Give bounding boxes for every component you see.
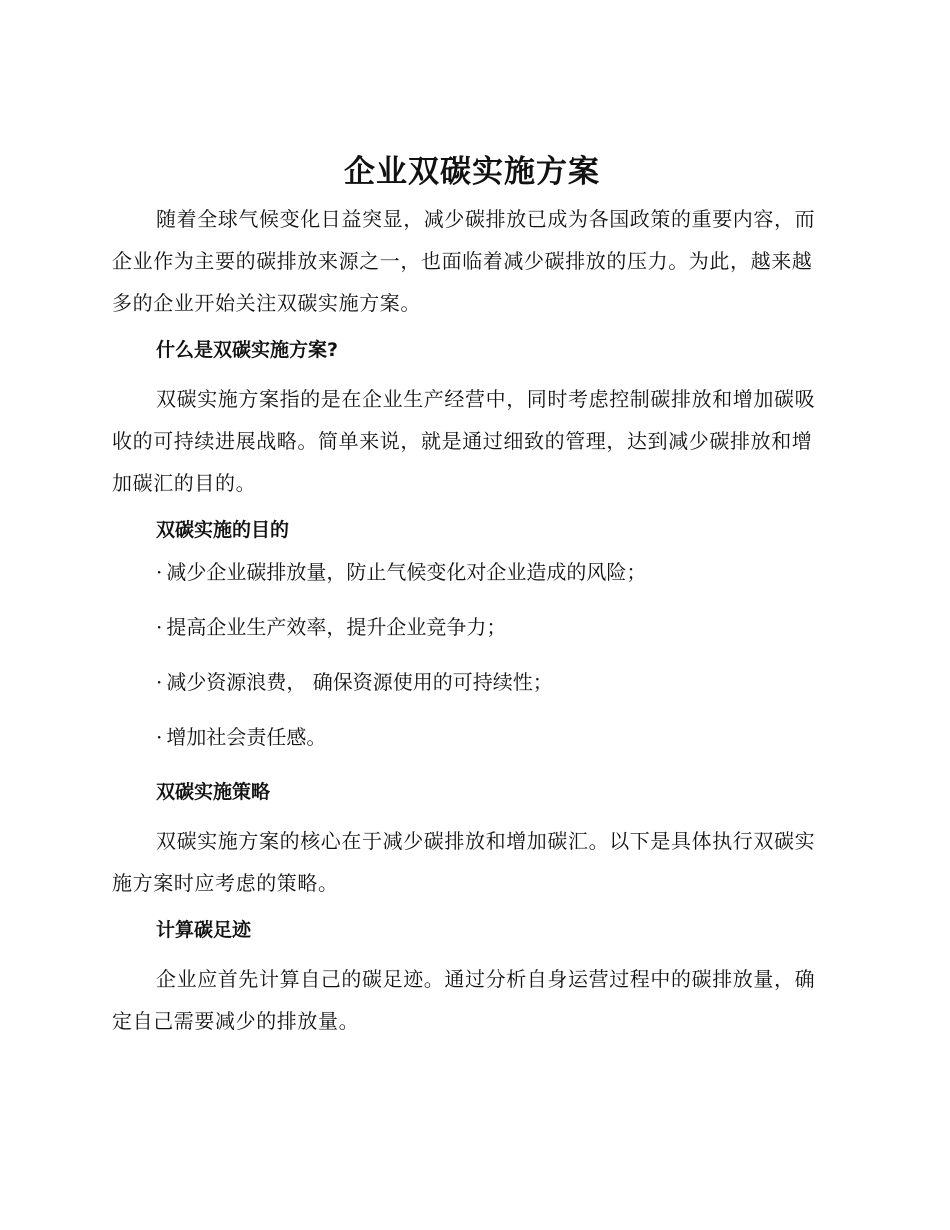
section-heading-strategy: 双碳实施策略 — [156, 781, 271, 803]
document-page — [112, 150, 832, 1042]
list-item — [112, 558, 832, 586]
list-item-text: 减少企业碳排放量，防止气候变化对企业造成的风险； — [166, 560, 647, 584]
bullet-icon: · — [156, 560, 163, 584]
purpose-list — [112, 558, 832, 751]
bullet-icon: · — [156, 725, 163, 749]
list-item — [112, 668, 832, 696]
section-heading-what: 什么是双碳实施方案? — [156, 339, 339, 361]
document-title: 企业双碳实施方案 — [344, 154, 600, 190]
section-body-footprint: 企业应首先计算自己的碳足迹。通过分析自身运营过程中的碳排放量，确定自己需要减少的排放量。 — [112, 967, 816, 1033]
bullet-icon: · — [156, 615, 163, 639]
bullet-icon: · — [156, 670, 163, 694]
list-item-text: 减少资源浪费， 确保资源使用的可持续性； — [166, 670, 553, 694]
list-item — [112, 613, 832, 641]
list-item-text: 增加社会责任感。 — [166, 725, 327, 749]
section-body-what: 双碳实施方案指的是在企业生产经营中，同时考虑控制碳排放和增加碳吸收的可持续进展战略。简单来说，就是通过细致的管理，达到减少碳排放和增加碳汇的目的。 — [112, 387, 816, 495]
section-heading-footprint: 计算碳足迹 — [156, 919, 252, 941]
list-item — [112, 723, 832, 751]
section-heading-purpose: 双碳实施的目的 — [156, 519, 290, 541]
list-item-text: 提高企业生产效率，提升企业竞争力； — [166, 615, 507, 639]
section-body-strategy: 双碳实施方案的核心在于减少碳排放和增加碳汇。以下是具体执行双碳实施方案时应考虑的策略。 — [112, 829, 816, 895]
intro-paragraph: 随着全球气候变化日益突显，减少碳排放已成为各国政策的重要内容，而企业作为主要的碳排放来源之一，也面临着减少碳排放的压力。为此，越来越多的企业开始关注双碳实施方案。 — [112, 207, 816, 315]
